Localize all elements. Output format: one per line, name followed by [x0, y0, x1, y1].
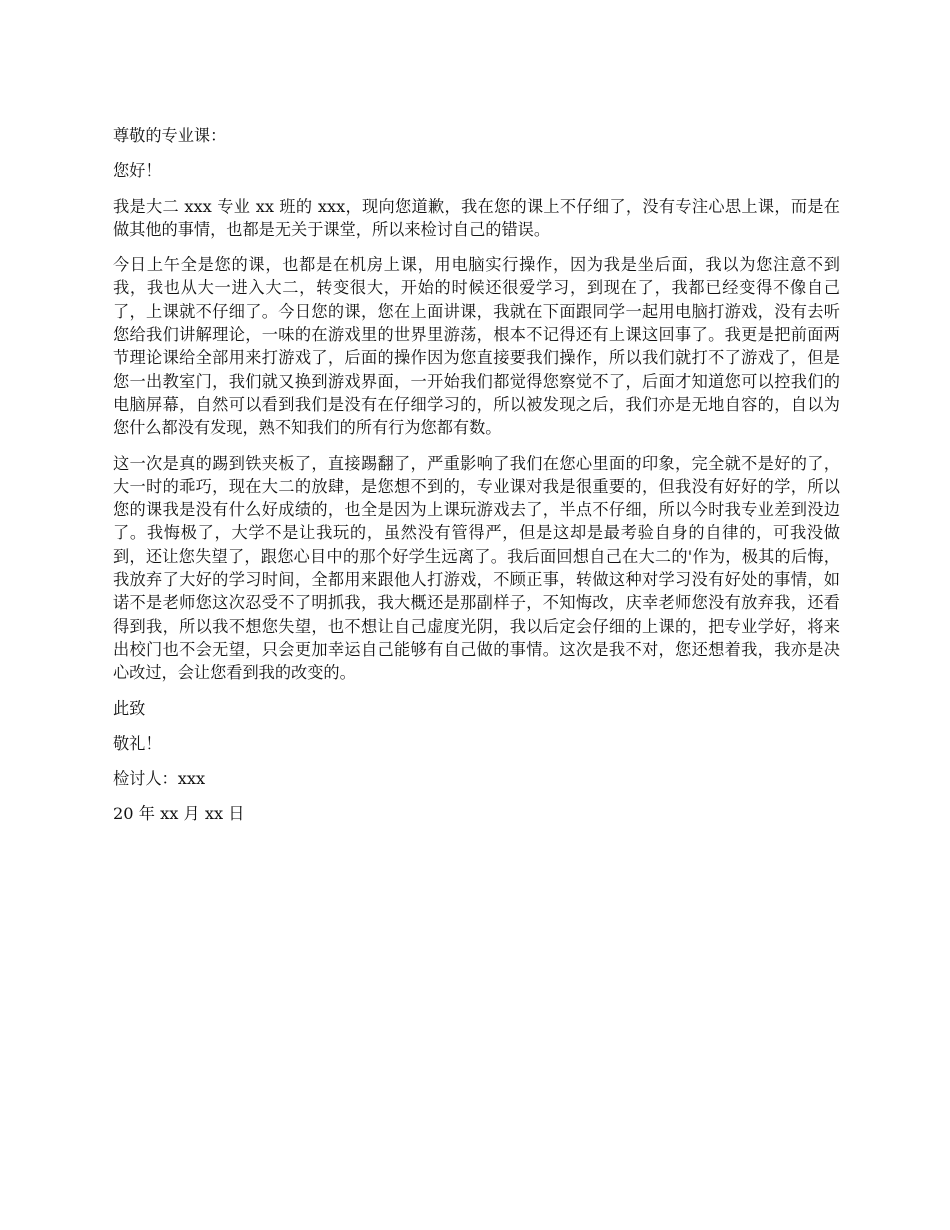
closing: 此致 [113, 698, 146, 718]
paragraph-apology: 我是大二 xxx 专业 xx 班的 xxx，现向您道歉，我在您的课上不仔细了，没有专注心思上课，而是在做其他的事情，也都是无关于课堂，所以来检讨自己的错误。 [113, 196, 840, 239]
date: 20 年 xx 月 xx 日 [113, 804, 245, 824]
signature: 检讨人：xxx [113, 769, 206, 789]
paragraph-incident: 今日上午全是您的课，也都是在机房上课，用电脑实行操作，因为我是坐后面，我以为您注意不到我，我也从大一进入大二，转变很大，开始的时候还很爱学习，到现在了，我都已经变得不像自己了，上课就不仔细了。今日您的课，您在上面讲课，我就在下面跟同学一起用电脑打游戏，没有去听您给我们讲解理论，一味的在游戏里的世界里游荡，根本不记得还有上课这回事了。我更是把前面两节理论课给全部用来打游戏了，后面的操作因为您直接要我们操作，所以我们就打不了游戏了，但是您一出教室门，我们就又换到游戏界面，一开始我们都觉得您察觉不了，后面才知道您可以控我们的电脑屏幕，自然可以看到我们是没有在仔细学习的，所以被发现之后，我们亦是无地自容的，自以为您什么都没有发现，熟不知我们的所有行为您都有数。 [113, 255, 840, 438]
letter-body [113, 124, 840, 838]
salutation: 尊敬的专业课： [113, 126, 227, 145]
regards: 敬礼！ [113, 733, 162, 753]
paragraph-reflection: 这一次是真的踢到铁夹板了，直接踢翻了，严重影响了我们在您心里面的印象，完全就不是好的了，大一时的乖巧，现在大二的放肆，是您想不到的，专业课对我是很重要的，但我没有好好的学，所以您的课我是没有什么好成绩的，也全是因为上课玩游戏去了，半点不仔细，所以今时我专业差到没边了。我悔极了，大学不是让我玩的，虽然没有管得严，但是这却是最考验自身的自律的，可我没做到，还让您失望了，跟您心目中的那个好学生远离了。我后面回想自己在大二的'作为，极其的后悔，我放弃了大好的学习时间，全都用来跟他人打游戏，不顾正事，转做这种对学习没有好处的事情，如诺不是老师您这次忍受不了明抓我，我大概还是那副样子，不知悔改，庆幸老师您没有放弃我，还看得到我，所以我不想您失望，也不想让自己虚度光阴，我以后定会仔细的上课的，把专业学好，将来出校门也不会无望，只会更加幸运自己能够有自己做的事情。这次是我不对，您还想着我，我亦是决心改过，会让您看到我的改变的。 [113, 453, 840, 683]
greeting: 您好！ [113, 161, 162, 181]
